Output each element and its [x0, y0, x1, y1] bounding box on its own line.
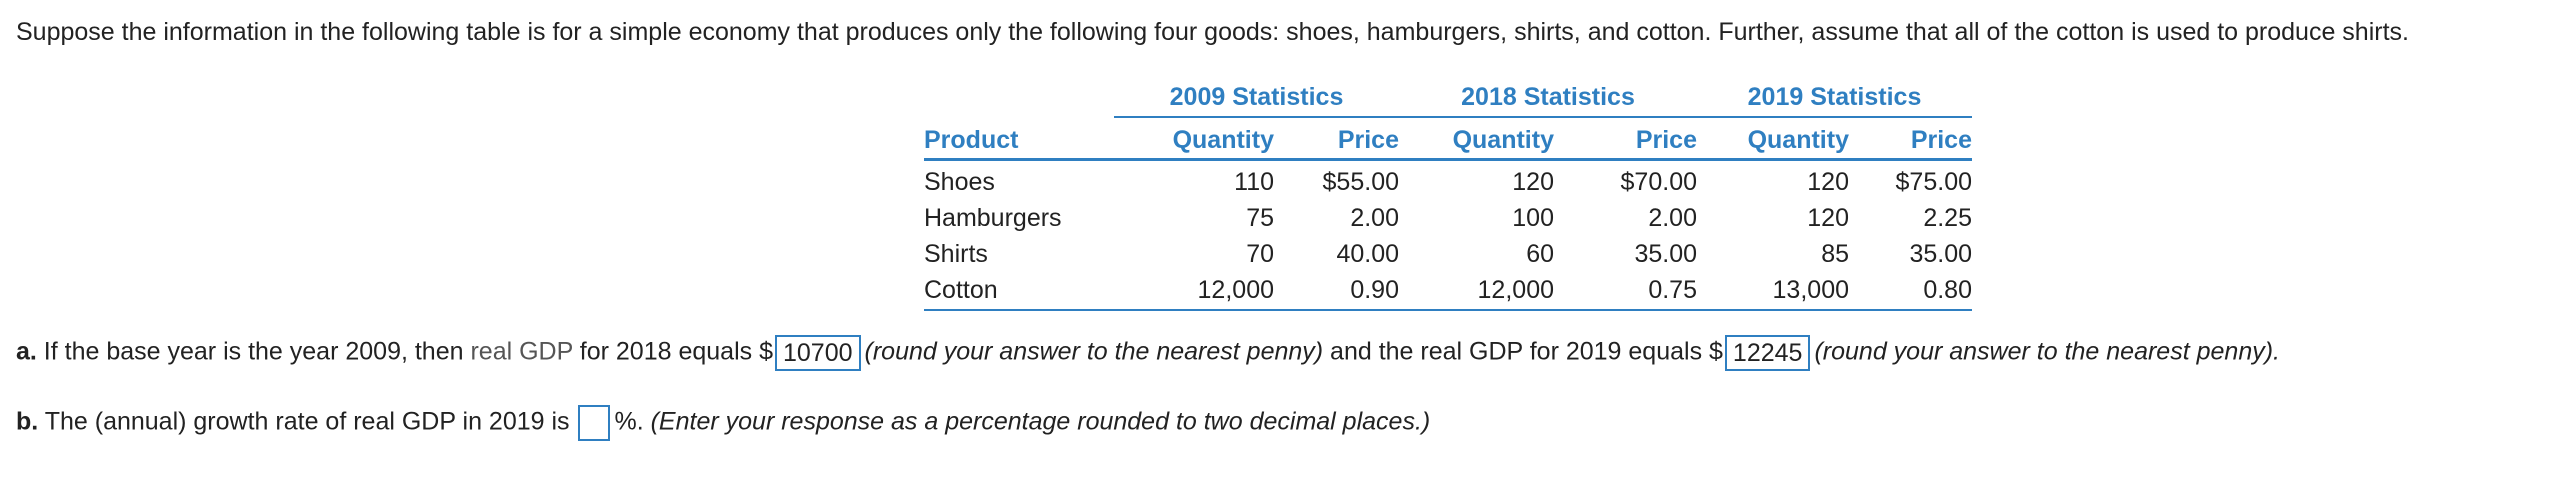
cell-price-2019: 2.25 — [1923, 204, 1972, 232]
cell-price-2019: 35.00 — [1909, 240, 1972, 268]
cell-product: Shirts — [924, 240, 988, 268]
col-header-product: Product — [924, 117, 1114, 160]
problem-intro: Suppose the information in the following table is for a simple economy that produces only the following four goods: shoes, hamburgers, shirts, and cotton. Further, assume that all of the cotton is used to produce shirts. — [16, 18, 2409, 46]
question-b-text: %. — [614, 407, 651, 436]
question-b — [16, 405, 1430, 441]
percentage-hint: (Enter your response as a percentage rounded to two decimal places.) — [650, 407, 1431, 436]
cell-quantity-2019: 85 — [1821, 240, 1849, 268]
question-a-text: If the base year is the year 2009, then — [36, 337, 471, 366]
cell-quantity-2018: 120 — [1512, 168, 1554, 196]
cell-quantity-2018: 12,000 — [1399, 269, 1554, 310]
cell-quantity-2018: 100 — [1512, 204, 1554, 232]
cell-price-2018: 2.00 — [1648, 204, 1697, 232]
question-a-text: and the real GDP for 2019 equals $ — [1323, 337, 1723, 366]
table-group-header-row — [924, 76, 1972, 117]
table-corner — [924, 76, 1114, 117]
group-header-2009: 2009 Statistics — [1114, 76, 1399, 117]
question-b-label: b. — [16, 407, 39, 436]
cell-quantity-2009: 12,000 — [1114, 269, 1274, 310]
cell-price-2019: 0.80 — [1849, 269, 1972, 310]
col-header-quantity-2018: Quantity — [1399, 117, 1554, 160]
cell-price-2019: $75.00 — [1895, 168, 1972, 196]
table-row — [924, 197, 1972, 233]
cell-product: Cotton — [924, 269, 1114, 310]
table-row — [924, 269, 1972, 310]
col-header-quantity-2009: Quantity — [1114, 117, 1274, 160]
cell-product: Hamburgers — [924, 204, 1062, 232]
col-header-price-2018: Price — [1554, 117, 1697, 160]
rounding-hint: (round your answer to the nearest penny). — [1814, 337, 2280, 366]
question-b-text: The (annual) growth rate of real GDP in 2019 is — [38, 407, 577, 436]
question-a-text: for 2018 equals $ — [572, 337, 773, 366]
real-gdp-2019-answer-field[interactable]: 12245 — [1725, 335, 1811, 371]
growth-rate-answer-field[interactable] — [578, 405, 610, 441]
cell-price-2009: $55.00 — [1322, 168, 1399, 196]
cell-quantity-2019: 13,000 — [1697, 269, 1849, 310]
table-column-header-row — [924, 117, 1972, 160]
cell-product: Shoes — [924, 168, 995, 196]
cell-quantity-2018: 60 — [1526, 240, 1554, 268]
table-row — [924, 160, 1972, 198]
real-gdp-term[interactable]: real GDP — [470, 337, 573, 366]
cell-price-2018: 35.00 — [1634, 240, 1697, 268]
cell-quantity-2009: 70 — [1246, 240, 1274, 268]
cell-quantity-2009: 75 — [1246, 204, 1274, 232]
cell-price-2018: $70.00 — [1620, 168, 1697, 196]
cell-quantity-2009: 110 — [1234, 168, 1274, 196]
cell-price-2009: 0.90 — [1274, 269, 1399, 310]
cell-price-2009: 40.00 — [1336, 240, 1399, 268]
question-a-label: a. — [16, 337, 37, 366]
question-a — [16, 335, 2280, 371]
cell-quantity-2019: 120 — [1807, 168, 1849, 196]
group-header-2019: 2019 Statistics — [1697, 76, 1972, 117]
table-row — [924, 233, 1972, 269]
rounding-hint: (round your answer to the nearest penny) — [864, 337, 1324, 366]
cell-quantity-2019: 120 — [1807, 204, 1849, 232]
col-header-price-2019: Price — [1849, 117, 1972, 160]
statistics-table — [924, 76, 1972, 311]
col-header-quantity-2019: Quantity — [1697, 117, 1849, 160]
cell-price-2018: 0.75 — [1554, 269, 1697, 310]
cell-price-2009: 2.00 — [1350, 204, 1399, 232]
real-gdp-2018-answer-field[interactable]: 10700 — [775, 335, 861, 371]
col-header-price-2009: Price — [1274, 117, 1399, 160]
group-header-2018: 2018 Statistics — [1399, 76, 1697, 117]
